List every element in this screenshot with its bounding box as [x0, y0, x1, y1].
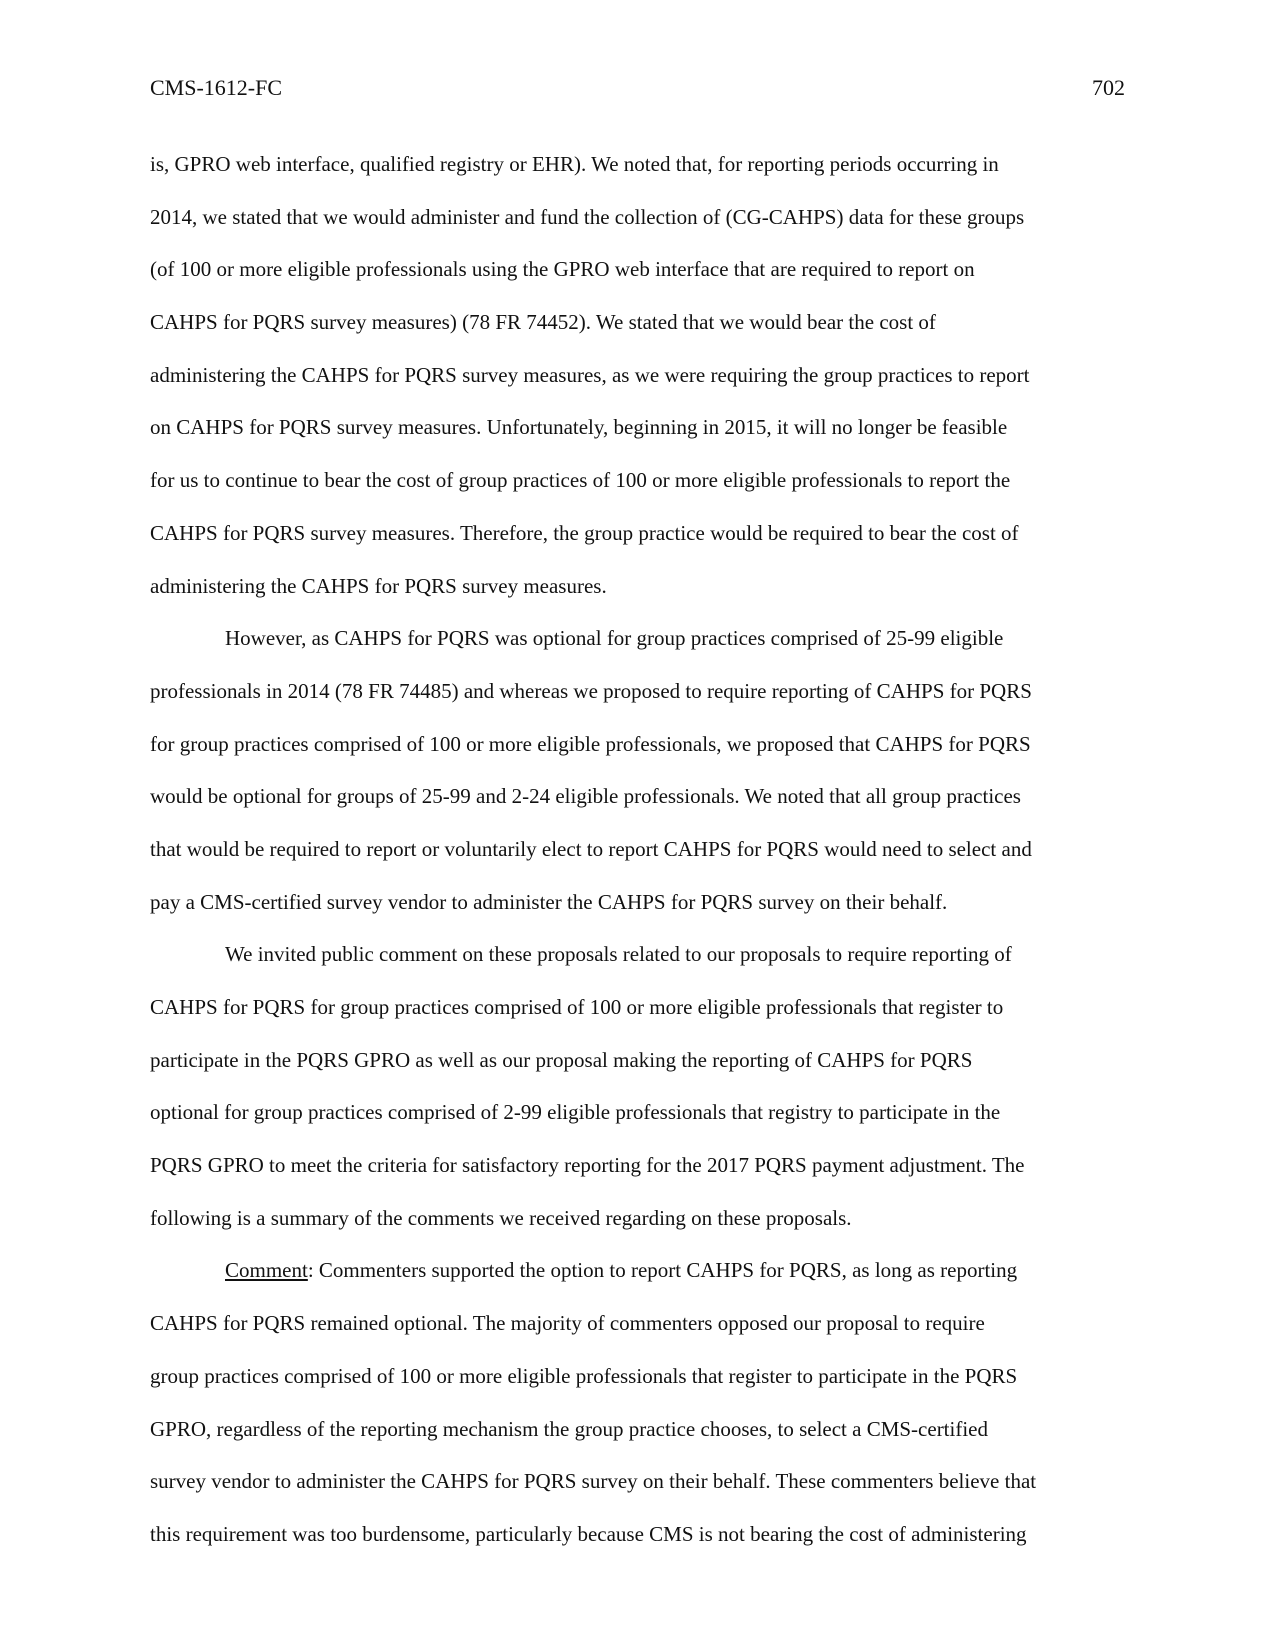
body-line: is, GPRO web interface, qualified registry or EHR). We noted that, for reporting periods occurring in [150, 152, 999, 176]
comment-text: : Commenters supported the option to report CAHPS for PQRS, as long as reporting [307, 1258, 1018, 1283]
body-line: CAHPS for PQRS remained optional. The majority of commenters opposed our proposal to require [150, 1311, 985, 1336]
body-line: PQRS GPRO to meet the criteria for satisfactory reporting for the 2017 PQRS payment adjustment. The [150, 1153, 1025, 1178]
body-line: survey vendor to administer the CAHPS for PQRS survey on their behalf. These commenters believe that [150, 1469, 1037, 1494]
body-line: GPRO, regardless of the reporting mechanism the group practice chooses, to select a CMS-certified [150, 1416, 989, 1441]
comment-label: Comment [225, 1258, 308, 1283]
document-id: CMS-1612-FC [150, 75, 283, 100]
body-line: professionals in 2014 (78 FR 74485) and whereas we proposed to require reporting of CAHPS for PQRS [150, 678, 1032, 703]
body-line: participate in the PQRS GPRO as well as our proposal making the reporting of CAHPS for PQRS [150, 1047, 973, 1072]
body-line: for us to continue to bear the cost of group practices of 100 or more eligible professionals to report the [150, 468, 1011, 493]
page-header [150, 72, 1125, 104]
body-line: for group practices comprised of 100 or more eligible professionals, we proposed that CAHPS for PQRS [150, 731, 1031, 756]
body-line: optional for group practices comprised of 2-99 eligible professionals that registry to participate in the [150, 1100, 1001, 1125]
body-line: following is a summary of the comments we received regarding on these proposals. [150, 1205, 852, 1230]
comment-start-line [150, 1244, 1125, 1297]
body-line: would be optional for groups of 25-99 and 2-24 eligible professionals. We noted that all group practices [150, 784, 1021, 809]
body-line: (of 100 or more eligible professionals using the GPRO web interface that are required to report on [150, 257, 975, 282]
body-line: this requirement was too burdensome, particularly because CMS is not bearing the cost of administering [150, 1521, 1027, 1546]
body-line: administering the CAHPS for PQRS survey measures, as we were requiring the group practices to report [150, 362, 1030, 387]
paragraph-start-line: We invited public comment on these proposals related to our proposals to require reporting of [225, 942, 1012, 967]
body-line: CAHPS for PQRS for group practices comprised of 100 or more eligible professionals that register to [150, 995, 1004, 1019]
body-line: CAHPS for PQRS survey measures. Therefore, the group practice would be required to bear the cost of [150, 520, 1019, 545]
body-line: 2014, we stated that we would administer and fund the collection of (CG-CAHPS) data for these groups [150, 204, 1025, 229]
document-body [150, 138, 1125, 1561]
body-line: administering the CAHPS for PQRS survey measures. [150, 573, 607, 598]
body-line: that would be required to report or voluntarily elect to report CAHPS for PQRS would need to select and [150, 836, 1032, 861]
body-line: CAHPS for PQRS survey measures) (78 FR 74452). We stated that we would bear the cost of [150, 310, 936, 335]
paragraph-start-line: However, as CAHPS for PQRS was optional for group practices comprised of 25-99 eligible [225, 626, 1004, 651]
body-line: pay a CMS-certified survey vendor to administer the CAHPS for PQRS survey on their behalf. [150, 889, 948, 914]
body-line: group practices comprised of 100 or more eligible professionals that register to participate in the PQRS [150, 1363, 1018, 1388]
body-line: on CAHPS for PQRS survey measures. Unfortunately, beginning in 2015, it will no longer be feasible [150, 415, 1008, 440]
page-number: 702 [1092, 75, 1125, 100]
